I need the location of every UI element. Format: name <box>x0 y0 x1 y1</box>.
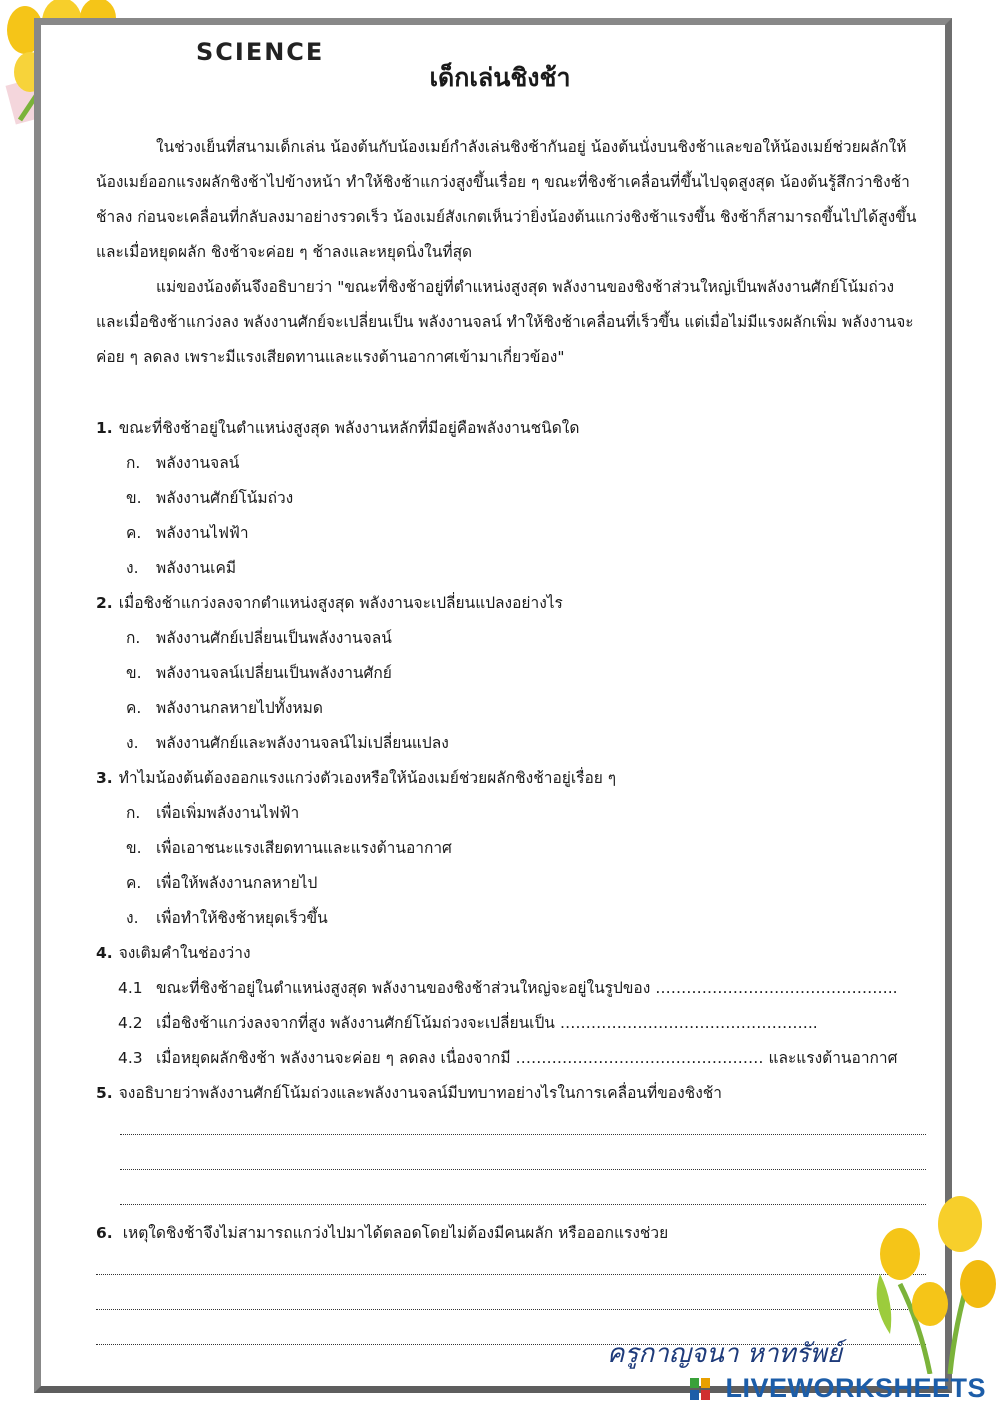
q5-answer-line-3[interactable] <box>96 1181 926 1216</box>
q5-answer-line-2[interactable] <box>96 1146 926 1181</box>
q3-choice-d[interactable]: ง. เพื่อทำให้ชิงช้าหยุดเร็วขึ้น <box>126 909 328 927</box>
q3-choice-c[interactable]: ค. เพื่อให้พลังงานกลหายไป <box>126 874 318 892</box>
q5-answer-line-1[interactable] <box>96 1111 926 1146</box>
question-3: 3. ทำไมน้องต้นต้องออกแรงแกว่งตัวเองหรือให้น้องเมย์ช่วยผลักชิงช้าอยู่เรื่อย ๆ <box>96 769 617 787</box>
q4-blank-2[interactable]: 4.2 เมื่อชิงช้าแกว่งลงจากที่สูง พลังงานศักย์โน้มถ่วงจะเปลี่ยนเป็น ………………………………………….. <box>118 1014 818 1032</box>
q1-choice-d[interactable]: ง. พลังงานเคมี <box>126 559 237 577</box>
question-4: 4. จงเติมคำในช่องว่าง <box>96 944 251 962</box>
q4-blank-3[interactable]: 4.3 เมื่อหยุดผลักชิงช้า พลังงานจะค่อย ๆ ลดลง เนื่องจากมี ………………………………………… และแรงต้านอากาศ <box>118 1049 898 1067</box>
brand-label: SCIENCE <box>196 38 325 66</box>
worksheet-content <box>96 130 926 1356</box>
site-watermark[interactable]: LIVEWORKSHEETS <box>725 1373 986 1403</box>
question-1: 1. ขณะที่ชิงช้าอยู่ในตำแหน่งสูงสุด พลังงานหลักที่มีอยู่คือพลังงานชนิดใด <box>96 419 580 437</box>
q2-choice-c[interactable]: ค. พลังงานกลหายไปทั้งหมด <box>126 699 323 717</box>
q2-choice-a[interactable]: ก. พลังงานศักย์เปลี่ยนเป็นพลังงานจลน์ <box>126 629 392 647</box>
story-paragraph-2: แม่ของน้องต้นจึงอธิบายว่า "ขณะที่ชิงช้าอยู่ที่ตำแหน่งสูงสุด พลังงานของชิงช้าส่วนใหญ่เป็นพลังงานศักย์โน้มถ่วง และเมื่อชิงช้าแกว่งลง พลังงานศักย์จะเปลี่ยนเป็น พลังงานจลน์ ทำให้ชิงช้าเคลื่อนที่เร็วขึ้น แต่เมื่อไม่มีแรงผลักเพิ่ม พลังงานจะ ค่อย ๆ ลดลง เพราะมีแรงเสียดทานและแรงต้านอากาศเข้ามาเกี่ยวข้อง" <box>96 278 914 366</box>
q3-choice-a[interactable]: ก. เพื่อเพิ่มพลังงานไฟฟ้า <box>126 804 300 822</box>
teacher-signature: ครูกาญจนา หาทรัพย์ <box>607 1339 842 1369</box>
q3-choice-b[interactable]: ข. เพื่อเอาชนะแรงเสียดทานและแรงต้านอากาศ <box>126 839 452 857</box>
q6-answer-line-2[interactable] <box>96 1286 926 1321</box>
q1-choice-c[interactable]: ค. พลังงานไฟฟ้า <box>126 524 249 542</box>
q2-choice-d[interactable]: ง. พลังงานศักย์และพลังงานจลน์ไม่เปลี่ยนแปลง <box>126 734 449 752</box>
story-paragraph-1: ในช่วงเย็นที่สนามเด็กเล่น น้องต้นกับน้องเมย์กำลังเล่นชิงช้ากันอยู่ น้องต้นนั่งบนชิงช้าและขอให้น้องเมย์ช่วยผลักให้ น้องเมย์ออกแรงผลักชิงช้าไปข้างหน้า ทำให้ชิงช้าแกว่งสูงขึ้นเรื่อย ๆ ขณะที่ชิงช้าเคลื่อนที่ขึ้นไปจุดสูงสุด น้องต้นรู้สึกว่าชิงช้า ช้าลง ก่อนจะเคลื่อนที่กลับลงมาอย่างรวดเร็ว น้องเมย์สังเกตเห็นว่ายิ่งน้องต้นแกว่งชิงช้าแรงขึ้น ชิงช้าก็สามารถขึ้นไปได้สูงขึ้น และเมื่อหยุดผลัก ชิงช้าจะค่อย ๆ ช้าลงและหยุดนิ่งในที่สุด <box>96 138 917 261</box>
q4-blank-1[interactable]: 4.1 ขณะที่ชิงช้าอยู่ในตำแหน่งสูงสุด พลังงานของชิงช้าส่วนใหญ่จะอยู่ในรูปของ ……………………………………….. <box>118 979 898 997</box>
question-2: 2. เมื่อชิงช้าแกว่งลงจากตำแหน่งสูงสุด พลังงานจะเปลี่ยนแปลงอย่างไร <box>96 594 563 612</box>
question-6: 6. เหตุใดชิงช้าจึงไม่สามารถแกว่งไปมาได้ตลอดโดยไม่ต้องมีคนผลัก หรือออกแรงช่วย <box>96 1224 669 1242</box>
q6-answer-line-1[interactable] <box>96 1251 926 1286</box>
q1-choice-a[interactable]: ก. พลังงานจลน์ <box>126 454 240 472</box>
question-5: 5. จงอธิบายว่าพลังงานศักย์โน้มถ่วงและพลังงานจลน์มีบทบาทอย่างไรในการเคลื่อนที่ของชิงช้า <box>96 1084 722 1102</box>
page-title: เด็กเล่นชิงช้า <box>429 63 571 92</box>
liveworksheets-logo-icon <box>690 1378 710 1400</box>
q2-choice-b[interactable]: ข. พลังงานจลน์เปลี่ยนเป็นพลังงานศักย์ <box>126 664 392 682</box>
tulip-bouquet-bottom-right-icon <box>860 1184 1000 1374</box>
q1-choice-b[interactable]: ข. พลังงานศักย์โน้มถ่วง <box>126 489 294 507</box>
